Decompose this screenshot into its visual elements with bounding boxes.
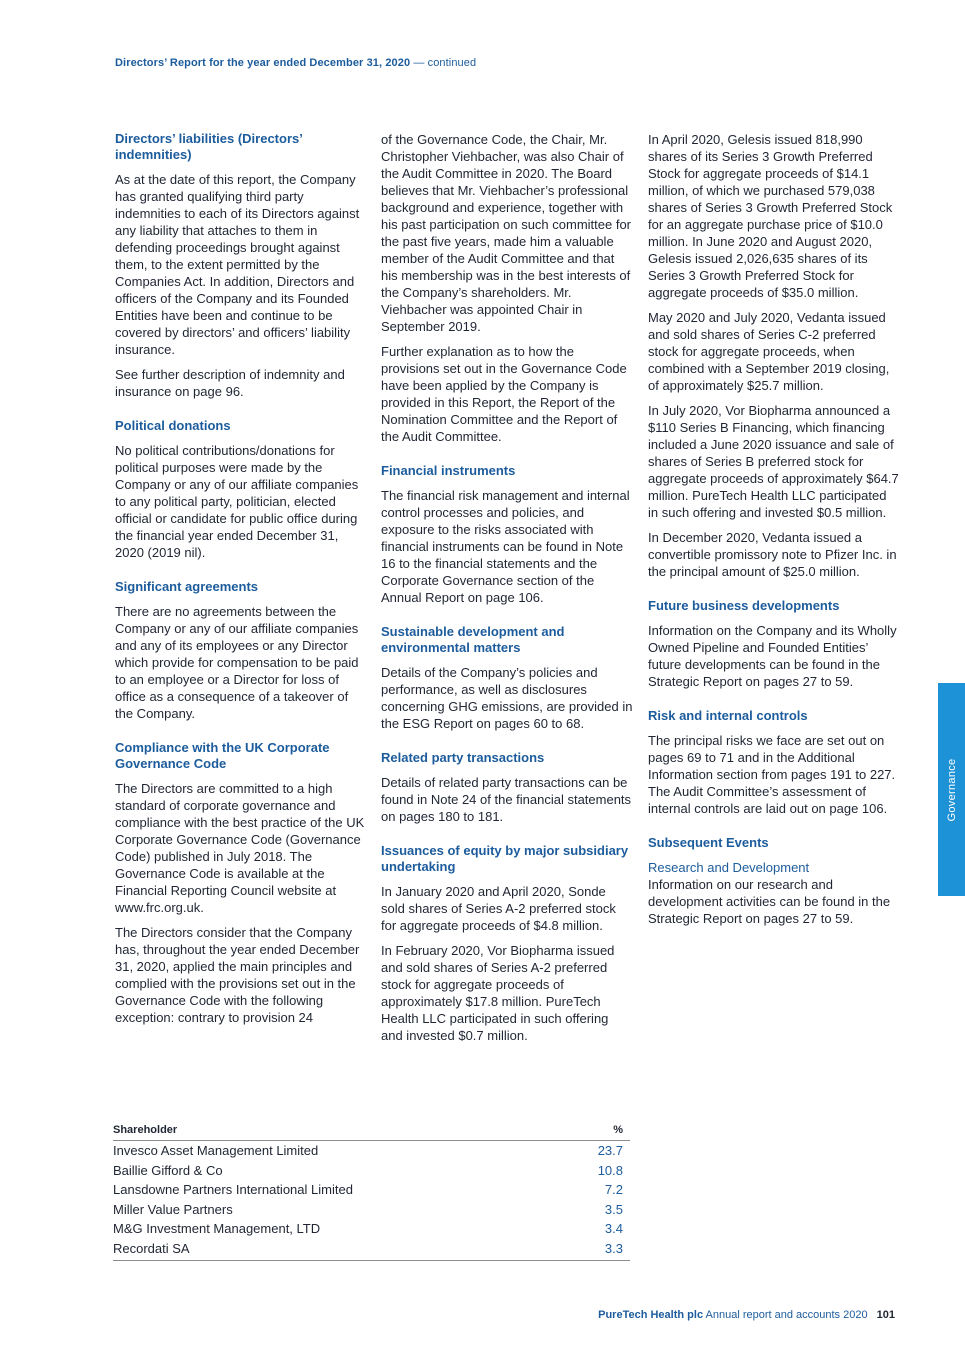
footer-report-title: Annual report and accounts 2020 [705, 1309, 868, 1321]
paragraph-gelesis: In April 2020, Gelesis issued 818,990 shares of its Series 3 Growth Preferred Stock for aggregate proceeds of $14.1 million, of which we purchased 579,038 shares of Series 3 Growth Preferred Stock for an aggregate purchase price of $10.0 million. In June 2020 and August 2020, Gelesis issued 2,026,635 shares of its Series 3 Growth Preferred Stock for aggregate proceeds of $35.0 million. [648, 132, 893, 300]
shareholder-percent: 3.4 [604, 1221, 623, 1237]
paragraph-agreements: There are no agreements between the Company or any of our affiliate companies and any of its employees or any Director which provide for compensation to be paid to an employee or a Director for loss of office as a consequence of a takeover of the Company. [115, 604, 359, 721]
shareholder-percent: 10.8 [597, 1162, 623, 1178]
heading-risk-controls: Risk and internal controls [648, 708, 808, 723]
header-shareholder: Shareholder [113, 1124, 178, 1136]
paragraph-sonde: In January 2020 and April 2020, Sonde sold shares of Series A-2 preferred stock for aggregate proceeds of $4.8 million. [381, 884, 616, 933]
table-row [113, 1180, 630, 1200]
shareholder-name: Miller Value Partners [113, 1201, 233, 1217]
shareholder-table [113, 1124, 630, 1261]
column-3 [648, 131, 900, 935]
heading-subsequent-events: Subsequent Events [648, 835, 769, 850]
shareholder-percent: 7.2 [604, 1182, 623, 1198]
paragraph-future: Information on the Company and its Wholly Owned Pipeline and Founded Entities’ future developments can be found in the Strategic Report on pages 27 to 59. [648, 623, 897, 689]
table-row [113, 1200, 630, 1220]
page-number: 101 [876, 1309, 895, 1321]
paragraph-further-explanation: Further explanation as to how the provisions set out in the Governance Code have been applied by the Company is provided in this Report, the Report of the Nomination Committee and the Report of the Audit Committee. [381, 344, 627, 444]
paragraph-related-party: Details of related party transactions can be found in Note 24 of the financial statements on pages 180 to 181. [381, 775, 632, 824]
heading-directors-liabilities: Directors’ liabilities (Directors’ indemnities) [115, 131, 303, 162]
paragraph-vor-series-b: In July 2020, Vor Biopharma announced a $110 Series B Financing, which financing included a June 2020 issuance and sale of shares of Series B preferred stock for aggregate proceeds of approximately $64.7 million. PureTech Health LLC participated in such offering and invested $0.5 million. [648, 403, 899, 520]
heading-compliance: Compliance with the UK Corporate Governance Code [115, 740, 330, 771]
paragraph-political: No political contributions/donations for political purposes were made by the Company or any of our affiliate companies to any political party, politician, elected official or candidate for public office during the financial year ended December 31, 2020 (2019 nil). [115, 443, 359, 560]
paragraph-liabilities: As at the date of this report, the Company has granted qualifying third party indemnities to each of its Directors against any liability that attaches to them in defending proceedings brought against them, to the extent permitted by the Companies Act. In addition, Directors and officers of the Company and its Founded Entities have been and continue to be covered by directors’ and officers’ liability insurance. [115, 172, 360, 357]
paragraph-risk: The principal risks we face are set out on pages 69 to 71 and in the Additional Information section from pages 191 to 227. The Audit Committee’s assessment of internal controls are laid out on page 106. [648, 733, 896, 816]
paragraph-directors-consider: The Directors consider that the Company has, throughout the year ended December 31, 2020, applied the main principles and complied with the provisions set out in the Governance Code with the following exception: contrary to provision 24 [115, 925, 360, 1025]
heading-sustainable-development: Sustainable development and environmental matters [381, 624, 565, 655]
page-footer [598, 1309, 895, 1321]
paragraph-research: Information on our research and development activities can be found in the Strategic Report on pages 27 to 59. [648, 877, 891, 926]
section-tab-label: Governance [945, 758, 958, 821]
table-row [113, 1161, 630, 1181]
shareholder-name: Lansdowne Partners International Limited [113, 1182, 353, 1198]
paragraph-compliance: The Directors are committed to a high standard of corporate governance and compliance with the best practice of the UK Corporate Governance Code (Governance Code) published in July 2018. The Governance Code is available at the Financial Reporting Council website at www.frc.org.uk. [115, 781, 365, 915]
table-row [113, 1239, 630, 1259]
shareholder-name: M&G Investment Management, LTD [113, 1221, 321, 1237]
shareholder-name: Invesco Asset Management Limited [113, 1143, 319, 1158]
table-row [113, 1219, 630, 1239]
heading-issuances-equity: Issuances of equity by major subsidiary undertaking [381, 843, 629, 874]
heading-related-party: Related party transactions [381, 750, 545, 765]
running-header [115, 57, 476, 69]
column-1 [115, 131, 365, 1034]
column-2 [381, 131, 633, 1052]
heading-future-developments: Future business developments [648, 598, 840, 613]
paragraph-provision-24: of the Governance Code, the Chair, Mr. Christopher Viehbacher, was also Chair of the Audit Committee in 2020. The Board believes that Mr. Viehbacher’s professional background and experience, together with his past participation on such committee for the past five years, made him a valuable member of the Audit Committee and that his membership was in the best interests of the Company’s shareholders. Mr. Viehbacher was appointed Chair in September 2019. [381, 132, 632, 334]
shareholder-percent: 3.3 [604, 1240, 623, 1256]
paragraph-sustainable: Details of the Company’s policies and performance, as well as disclosures concerning GHG emissions, are provided in the ESG Report on pages 60 to 68. [381, 665, 633, 731]
section-tab-governance [938, 683, 965, 896]
table-header [113, 1124, 630, 1141]
footer-company: PureTech Health plc [598, 1309, 704, 1321]
paragraph-vedanta-c2: May 2020 and July 2020, Vedanta issued and sold shares of Series C-2 preferred stock for aggregate proceeds, when combined with a September 2019 closing, of approximately $25.7 million. [648, 310, 890, 393]
heading-financial-instruments: Financial instruments [381, 463, 516, 478]
paragraph-indemnity: See further description of indemnity and insurance on page 96. [115, 367, 345, 399]
shareholder-name: Recordati SA [113, 1240, 190, 1256]
shareholder-percent: 23.7 [597, 1143, 623, 1158]
table-bottom-rule [113, 1260, 630, 1261]
heading-political-donations: Political donations [115, 418, 231, 433]
shareholder-percent: 3.5 [604, 1201, 623, 1217]
paragraph-vor-a2: In February 2020, Vor Biopharma issued and sold shares of Series A-2 preferred stock for aggregate proceeds of approximately $17.8 million. PureTech Health LLC participated in such offering and invested $0.7 million. [381, 943, 615, 1043]
header-continued: — continued [413, 57, 477, 69]
table-row [113, 1141, 630, 1161]
header-percent: % [613, 1124, 623, 1136]
paragraph-financial: The financial risk management and internal control processes and policies, and exposure to the risks associated with financial instruments can be found in Note 16 to the financial statements and the Corporate Governance section of the Annual Report on page 106. [381, 488, 630, 605]
header-title: Directors’ Report for the year ended December 31, 2020 [115, 57, 411, 69]
shareholder-name: Baillie Gifford & Co [113, 1162, 223, 1178]
heading-significant-agreements: Significant agreements [115, 579, 259, 594]
subheading-research-development: Research and Development [648, 860, 810, 875]
paragraph-vedanta-note: In December 2020, Vedanta issued a convertible promissory note to Pfizer Inc. in the principal amount of $25.0 million. [648, 530, 897, 579]
